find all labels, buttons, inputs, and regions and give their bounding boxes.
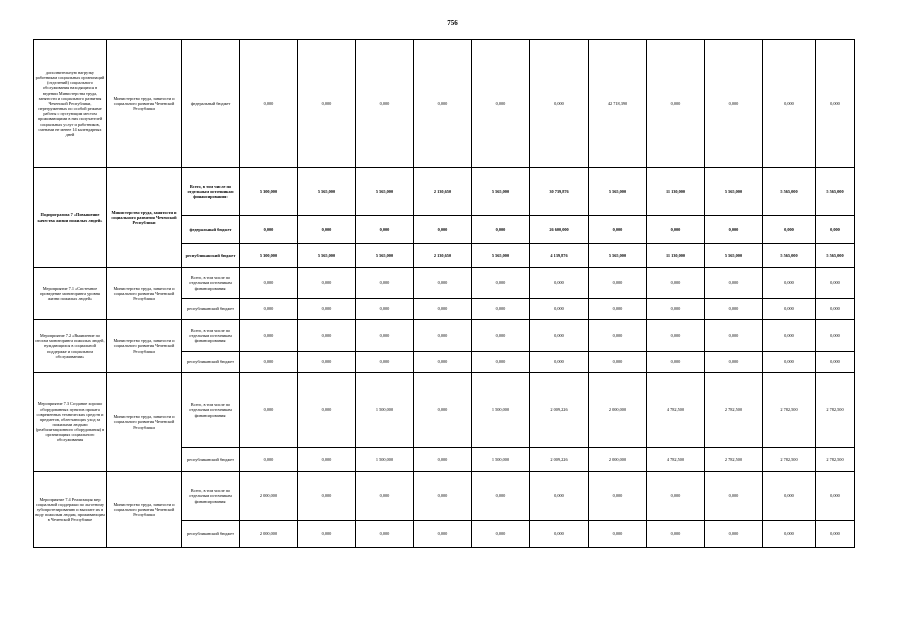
amount-cell: 0,000 xyxy=(298,268,356,299)
amount-cell: 0,000 xyxy=(414,216,472,244)
amount-cell: 0,000 xyxy=(472,472,530,521)
program-name-cell: дополнительную нагрузку работникам социальных организаций (отделений) социального обслуживания находящихся в ведении Министерства труда, занятости и социального развития Чеченской Республики, перегруженных по особой режиме работы с пустующим местом проживающими в них получателей социальных услуг и работников, сменами не менее 14 календарных дней xyxy=(34,40,107,168)
amount-cell: 0,000 xyxy=(647,299,705,320)
amount-cell: 0,000 xyxy=(298,373,356,448)
funding-source-cell: Всего, в том числе по отдельным источникам финансирования: xyxy=(182,373,240,448)
amount-cell: 0,000 xyxy=(240,373,298,448)
amount-cell: 0,000 xyxy=(356,216,414,244)
amount-cell: 0,000 xyxy=(816,472,855,521)
amount-cell: 0,000 xyxy=(530,268,589,299)
funding-source-cell: Всего, в том числе по отдельным источникам финансирования: xyxy=(182,472,240,521)
amount-cell: 0,000 xyxy=(763,216,816,244)
amount-cell: 0,000 xyxy=(472,352,530,373)
amount-cell: 0,000 xyxy=(647,320,705,352)
amount-cell: 42 718,390 xyxy=(589,40,647,168)
amount-cell: 0,000 xyxy=(240,40,298,168)
amount-cell: 0,000 xyxy=(763,268,816,299)
amount-cell: 30 739,876 xyxy=(530,168,589,216)
amount-cell: 0,000 xyxy=(356,40,414,168)
amount-cell: 0,000 xyxy=(356,299,414,320)
responsible-executor-cell: Министерство труда, занятости и социального развития Чеченской Республики xyxy=(107,373,182,472)
table-row xyxy=(34,168,855,216)
amount-cell: 2 782,500 xyxy=(705,448,763,472)
amount-cell: 0,000 xyxy=(530,352,589,373)
amount-cell: 1 500,000 xyxy=(356,373,414,448)
amount-cell: 5 300,000 xyxy=(240,168,298,216)
funding-source-cell: Всего, в том числе по отдельным источникам финансирования: xyxy=(182,320,240,352)
responsible-executor-cell: Министерство труда, занятости и социального развития Чеченской Республики xyxy=(107,268,182,320)
amount-cell: 0,000 xyxy=(414,472,472,521)
amount-cell: 0,000 xyxy=(240,352,298,373)
amount-cell: 0,000 xyxy=(763,40,816,168)
amount-cell: 0,000 xyxy=(816,521,855,548)
amount-cell: 0,000 xyxy=(816,40,855,168)
responsible-executor-cell: Министерство труда, занятости и социального развития Чеченской Республики xyxy=(107,168,182,268)
amount-cell: 2 009,226 xyxy=(530,448,589,472)
funding-source-cell: Всего, в том числе по отдельным источникам финансирования: xyxy=(182,168,240,216)
funding-source-cell: республиканский бюджет xyxy=(182,299,240,320)
amount-cell: 0,000 xyxy=(816,268,855,299)
amount-cell: 0,000 xyxy=(705,320,763,352)
amount-cell: 0,000 xyxy=(589,216,647,244)
amount-cell: 0,000 xyxy=(763,320,816,352)
amount-cell: 2 130,650 xyxy=(414,168,472,216)
table-row xyxy=(34,40,855,168)
amount-cell: 0,000 xyxy=(414,373,472,448)
amount-cell: 0,000 xyxy=(530,299,589,320)
amount-cell: 0,000 xyxy=(240,299,298,320)
funding-source-cell: Всего, в том числе по отдельным источникам финансирования: xyxy=(182,268,240,299)
amount-cell: 5 565,000 xyxy=(705,244,763,268)
amount-cell: 5 565,000 xyxy=(816,244,855,268)
amount-cell: 0,000 xyxy=(298,448,356,472)
amount-cell: 0,000 xyxy=(298,352,356,373)
amount-cell: 0,000 xyxy=(240,320,298,352)
amount-cell: 4 782,500 xyxy=(647,448,705,472)
amount-cell: 0,000 xyxy=(816,216,855,244)
amount-cell: 5 565,000 xyxy=(589,244,647,268)
responsible-executor-cell: Министерство труда, занятости и социального развития Чеченской Республики xyxy=(107,472,182,548)
amount-cell: 2 782,500 xyxy=(705,373,763,448)
amount-cell: 0,000 xyxy=(356,268,414,299)
amount-cell: 0,000 xyxy=(705,40,763,168)
amount-cell: 0,000 xyxy=(472,40,530,168)
amount-cell: 5 565,000 xyxy=(589,168,647,216)
page-number: 756 xyxy=(447,19,458,27)
amount-cell: 5 565,000 xyxy=(763,168,816,216)
amount-cell: 0,000 xyxy=(356,472,414,521)
program-name-cell: Мероприятие 7.2 «Выявление по итогам мониторинга пожилых людей, нуждающихся в социальной поддержке и социальном обслуживании» xyxy=(34,320,107,373)
amount-cell: 0,000 xyxy=(705,299,763,320)
amount-cell: 0,000 xyxy=(705,472,763,521)
amount-cell: 0,000 xyxy=(647,352,705,373)
amount-cell: 0,000 xyxy=(240,268,298,299)
amount-cell: 0,000 xyxy=(589,320,647,352)
amount-cell: 0,000 xyxy=(356,352,414,373)
amount-cell: 5 300,000 xyxy=(240,244,298,268)
amount-cell: 0,000 xyxy=(472,320,530,352)
amount-cell: 0,000 xyxy=(705,521,763,548)
amount-cell: 0,000 xyxy=(589,472,647,521)
amount-cell: 4 782,500 xyxy=(647,373,705,448)
amount-cell: 2 782,500 xyxy=(763,373,816,448)
amount-cell: 0,000 xyxy=(530,40,589,168)
amount-cell: 0,000 xyxy=(414,299,472,320)
amount-cell: 0,000 xyxy=(589,352,647,373)
amount-cell: 0,000 xyxy=(356,320,414,352)
amount-cell: 2 000,000 xyxy=(240,521,298,548)
amount-cell: 0,000 xyxy=(414,40,472,168)
budget-table xyxy=(33,39,855,548)
amount-cell: 5 565,000 xyxy=(472,168,530,216)
amount-cell: 0,000 xyxy=(705,216,763,244)
amount-cell: 0,000 xyxy=(763,472,816,521)
amount-cell: 0,000 xyxy=(356,521,414,548)
amount-cell: 5 565,000 xyxy=(763,244,816,268)
amount-cell: 11 130,000 xyxy=(647,244,705,268)
table-row xyxy=(34,472,855,521)
amount-cell: 2 000,000 xyxy=(589,448,647,472)
amount-cell: 0,000 xyxy=(647,40,705,168)
amount-cell: 0,000 xyxy=(647,472,705,521)
table-row xyxy=(34,373,855,448)
program-name-cell: Мероприятие 7.4 Реализация мер социальной поддержки по льготному зубопротезированию и выплате их в виду пожилым людям, проживающим в Чеченской Республике xyxy=(34,472,107,548)
amount-cell: 1 500,000 xyxy=(472,448,530,472)
amount-cell: 0,000 xyxy=(298,299,356,320)
program-name-cell: Подпрограмма 7 «Повышение качества жизни пожилых людей» xyxy=(34,168,107,268)
amount-cell: 5 565,000 xyxy=(298,168,356,216)
amount-cell: 0,000 xyxy=(298,40,356,168)
amount-cell: 26 600,000 xyxy=(530,216,589,244)
amount-cell: 5 565,000 xyxy=(298,244,356,268)
table-row xyxy=(34,320,855,352)
amount-cell: 0,000 xyxy=(472,299,530,320)
funding-source-cell: республиканский бюджет xyxy=(182,244,240,268)
amount-cell: 0,000 xyxy=(816,352,855,373)
amount-cell: 0,000 xyxy=(589,268,647,299)
amount-cell: 5 565,000 xyxy=(705,168,763,216)
amount-cell: 0,000 xyxy=(414,320,472,352)
program-name-cell: Мероприятие 7.3 Создание хорошо оборудованных пунктов проката современных технических средств и предметов, облегчающих уход за пожилыми людьми (реабилитационного оборудования) в организациях социального обслуживания xyxy=(34,373,107,472)
amount-cell: 0,000 xyxy=(816,299,855,320)
amount-cell: 2 000,000 xyxy=(589,373,647,448)
amount-cell: 0,000 xyxy=(472,521,530,548)
amount-cell: 0,000 xyxy=(240,448,298,472)
amount-cell: 0,000 xyxy=(240,216,298,244)
amount-cell: 0,000 xyxy=(647,521,705,548)
amount-cell: 5 565,000 xyxy=(356,244,414,268)
amount-cell: 2 009,226 xyxy=(530,373,589,448)
amount-cell: 11 130,000 xyxy=(647,168,705,216)
amount-cell: 0,000 xyxy=(530,320,589,352)
amount-cell: 1 500,000 xyxy=(472,373,530,448)
amount-cell: 4 139,876 xyxy=(530,244,589,268)
amount-cell: 0,000 xyxy=(414,448,472,472)
amount-cell: 2 782,500 xyxy=(816,373,855,448)
funding-source-cell: республиканский бюджет xyxy=(182,521,240,548)
amount-cell: 0,000 xyxy=(414,521,472,548)
amount-cell: 0,000 xyxy=(414,352,472,373)
amount-cell: 0,000 xyxy=(589,299,647,320)
amount-cell: 5 565,000 xyxy=(356,168,414,216)
amount-cell: 0,000 xyxy=(763,299,816,320)
amount-cell: 0,000 xyxy=(298,216,356,244)
amount-cell: 0,000 xyxy=(816,320,855,352)
funding-source-cell: республиканский бюджет xyxy=(182,448,240,472)
amount-cell: 0,000 xyxy=(705,352,763,373)
responsible-executor-cell: Министерство труда, занятости и социального развития Чеченской Республики xyxy=(107,320,182,373)
funding-source-cell: республиканский бюджет xyxy=(182,352,240,373)
table-row xyxy=(34,268,855,299)
amount-cell: 0,000 xyxy=(298,320,356,352)
amount-cell: 0,000 xyxy=(647,216,705,244)
responsible-executor-cell: Министерство труда, занятости и социального развития Чеченской Республики xyxy=(107,40,182,168)
amount-cell: 2 782,500 xyxy=(763,448,816,472)
amount-cell: 0,000 xyxy=(472,216,530,244)
amount-cell: 0,000 xyxy=(589,521,647,548)
amount-cell: 0,000 xyxy=(705,268,763,299)
amount-cell: 2 782,500 xyxy=(816,448,855,472)
amount-cell: 1 500,000 xyxy=(356,448,414,472)
amount-cell: 5 565,000 xyxy=(472,244,530,268)
amount-cell: 0,000 xyxy=(298,521,356,548)
funding-source-cell: федеральный бюджет xyxy=(182,40,240,168)
amount-cell: 0,000 xyxy=(298,472,356,521)
amount-cell: 0,000 xyxy=(763,352,816,373)
amount-cell: 0,000 xyxy=(530,521,589,548)
amount-cell: 0,000 xyxy=(414,268,472,299)
amount-cell: 0,000 xyxy=(472,268,530,299)
amount-cell: 2 130,650 xyxy=(414,244,472,268)
amount-cell: 0,000 xyxy=(647,268,705,299)
program-name-cell: Мероприятие 7.1 «Системное проведение мониторинга уровня жизни пожилых людей» xyxy=(34,268,107,320)
amount-cell: 5 565,000 xyxy=(816,168,855,216)
amount-cell: 2 000,000 xyxy=(240,472,298,521)
amount-cell: 0,000 xyxy=(763,521,816,548)
funding-source-cell: федеральный бюджет xyxy=(182,216,240,244)
amount-cell: 0,000 xyxy=(530,472,589,521)
